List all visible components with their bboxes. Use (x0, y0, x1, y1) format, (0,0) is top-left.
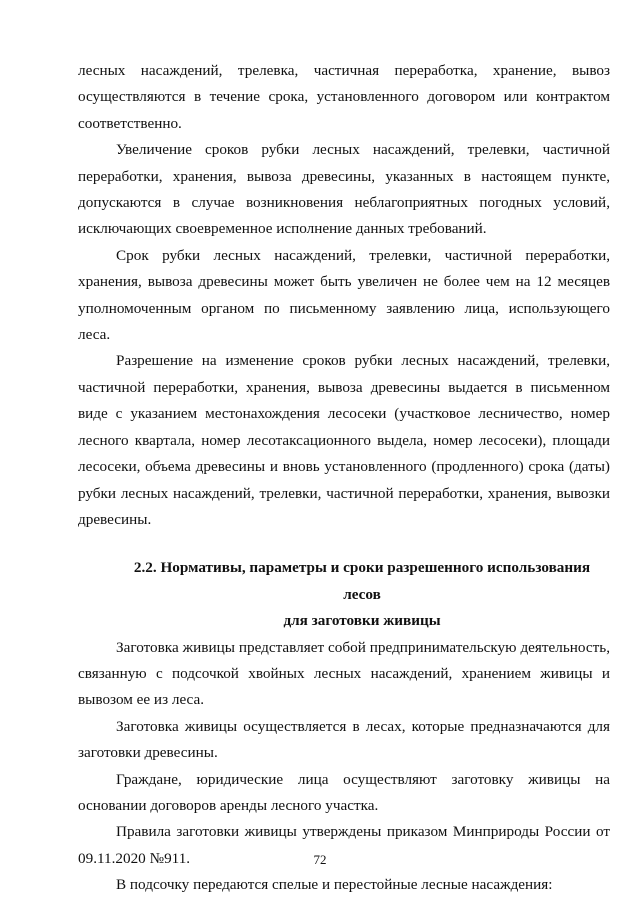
document-page (78, 58, 610, 899)
section-heading (78, 555, 610, 634)
paragraph-continuation: лесных насаждений, трелевка, частичная переработка, хранение, вывоз осуществляются в течение срока, установленного договором или контрактом соответственно. (78, 62, 610, 132)
section-heading-line-1: 2.2. Нормативы, параметры и сроки разрешенного использования лесов (133, 559, 591, 603)
paragraph-permission: Разрешение на изменение сроков рубки лесных насаждений, трелевки, частичной переработки, хранения, вывоза древесины выдается в письменном виде с указанием местонахождения лесосеки (участковое лесничество, номер лесного квартала, номер лесотаксационного выдела, номер лесосеки), площади лесосеки, объема древесины и вновь установленного (продленного) срока (даты) рубки лесных насаждений, трелевки, частичной переработки, хранения, вывозки древесины. (78, 352, 610, 528)
paragraph-resin-stands: В подсочку передаются спелые и перестойные лесные насаждения: (116, 876, 553, 894)
paragraph-resin-rules: Правила заготовки живицы утверждены приказом Минприроды России от 09.11.2020 №911. (78, 823, 610, 867)
section-heading-line-2: для заготовки живицы (283, 612, 441, 630)
paragraph-resin-forests: Заготовка живицы осуществляется в лесах, которые предназначаются для заготовки древесины. (78, 717, 610, 762)
paragraph-resin-lease: Граждане, юридические лица осуществляют заготовку живицы на основании договоров аренды лесного участка. (78, 770, 610, 814)
paragraph-term-limit: Срок рубки лесных насаждений, трелевки, частичной переработки, хранения, вывоза древесины может быть увеличен не более чем на 12 месяцев уполномоченным органом по письменному заявлению лица, использующего леса. (78, 246, 610, 344)
page-number: 72 (313, 852, 327, 867)
paragraph-resin-definition: Заготовка живицы представляет собой предпринимательскую деятельность, связанную с подсочкой хвойных лесных насаждений, хранением живицы и вывозом ее из леса. (78, 638, 610, 709)
paragraph-term-extension: Увеличение сроков рубки лесных насаждений, трелевки, частичной переработки, хранения, вывоза древесины, указанных в настоящем пункте, допускаются в случае возникновения неблагоприятных погодных условий, исключающих своевременное исполнение данных требований. (78, 141, 610, 238)
